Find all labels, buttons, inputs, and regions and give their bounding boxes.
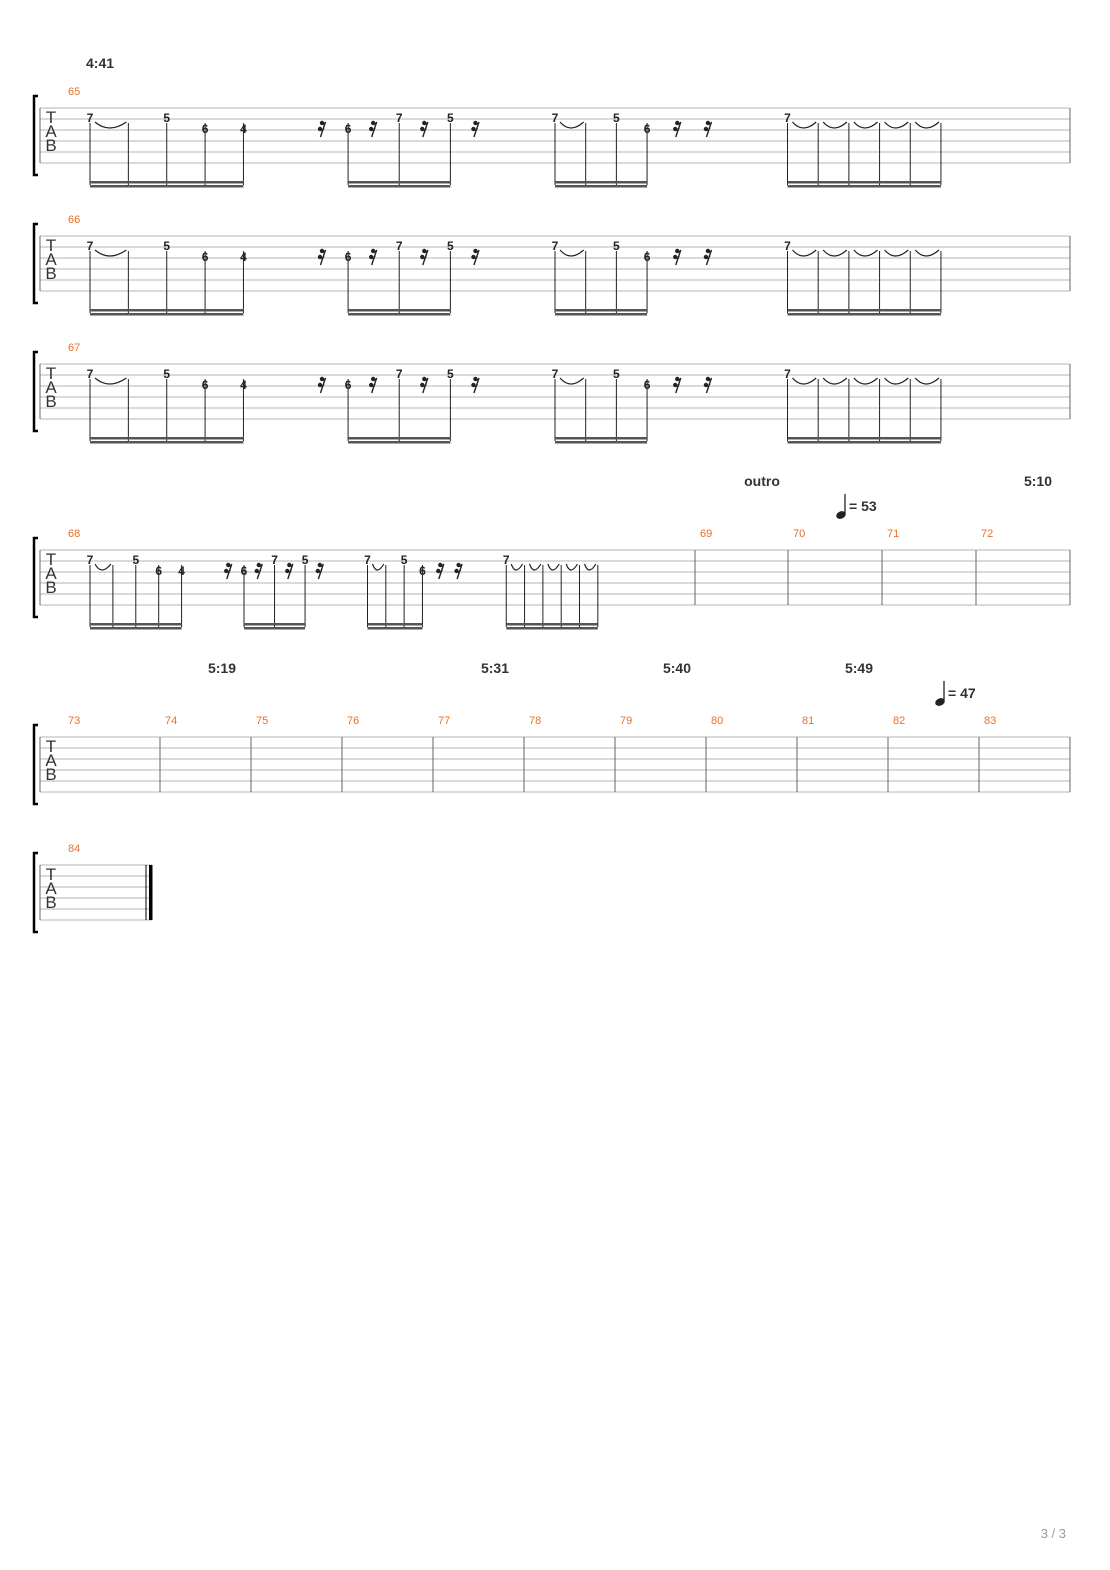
fret-number: 6 [643,250,651,264]
tab-clef-letter: T [45,364,57,383]
tie-arc [530,564,541,570]
measure-number: 79 [620,715,633,727]
measure-number: 72 [981,528,994,540]
measure-number: 71 [887,528,900,540]
measure-number: 84 [68,843,81,855]
system-bracket [34,96,38,175]
section-label: outro [744,473,780,489]
tie-arc [95,378,126,384]
fret-number: 7 [395,239,403,253]
fret-number: 5 [613,111,620,125]
fret-number: 7 [784,367,791,381]
svg-text:= 47: = 47 [948,685,976,701]
tab-clef-letter: B [45,264,57,283]
tab-clef-letter: A [45,751,57,770]
staff-system [34,342,1070,444]
beam [348,185,450,188]
beam [555,313,647,316]
tab-clef-letter: B [45,136,57,155]
fret-number: 7 [551,367,559,381]
fret-number: 6 [419,564,426,578]
fret-number: 6 [344,378,352,392]
tie-arc [560,250,584,256]
beam [90,441,243,444]
system-bracket [34,538,38,617]
beam [90,181,243,184]
time-marker: 5:19 [207,660,237,676]
measure-number: 80 [711,715,724,727]
beam [348,441,450,444]
tab-clef-letter: T [45,737,57,756]
fret-number: 5 [447,367,454,381]
beam [788,181,941,184]
beam [90,313,243,316]
fret-number: 5 [447,111,454,125]
fret-number: 7 [364,553,371,567]
measure-number: 68 [68,528,81,540]
tie-arc [585,564,596,570]
time-marker: 5:49 [844,660,874,676]
measure-number: 78 [529,715,542,727]
tab-clef-letter: A [45,879,57,898]
fret-number: 7 [784,111,791,125]
tab-clef-letter: A [45,378,57,397]
fret-number: 5 [163,239,171,253]
tie-arc [885,122,909,128]
fret-number: 7 [86,239,94,253]
measure-number: 73 [68,715,81,727]
beam [555,181,647,184]
fret-number: 5 [613,367,620,381]
tie-arc [793,378,817,384]
tie-arc [854,250,878,256]
fret-number: 7 [784,239,791,253]
tie-arc [915,250,939,256]
tab-clef-letter: A [45,564,57,583]
measure-number: 76 [347,715,360,727]
beam [90,623,182,626]
svg-text:= 53: = 53 [849,498,877,514]
measure-number: 81 [802,715,815,727]
fret-number: 5 [132,553,140,567]
beam [244,623,305,626]
tie-arc [823,250,847,256]
beam [506,623,598,626]
tie-arc [915,378,939,384]
page-number: 3 / 3 [1040,1526,1066,1541]
beam [90,185,243,188]
fret-number: 4 [240,250,247,264]
tie-arc [793,122,817,128]
fret-number: 6 [344,250,352,264]
fret-number: 7 [395,367,403,381]
time-marker: 5:31 [480,660,510,676]
beam [348,437,450,440]
tie-arc [823,122,847,128]
tie-arc [95,564,111,570]
fret-number: 6 [643,378,651,392]
tie-arc [885,250,909,256]
tab-clef-letter: T [45,865,57,884]
tie-arc [373,564,384,570]
tie-arc [793,250,817,256]
beam [348,181,450,184]
tab-clef-letter: B [45,765,57,784]
fret-number: 6 [643,122,651,136]
staff-system [34,843,153,932]
fret-number: 6 [201,250,209,264]
fret-number: 7 [271,553,278,567]
fret-number: 4 [240,378,247,392]
fret-number: 7 [551,111,559,125]
tab-clef-letter: T [45,236,57,255]
measure-number: 66 [68,214,81,226]
tie-arc [95,250,126,256]
tie-arc [915,122,939,128]
staff-system [34,55,1070,188]
beam [555,185,647,188]
tab-clef-letter: T [45,550,57,569]
measure-number: 75 [256,715,269,727]
tab-clef-letter: B [45,578,57,597]
fret-number: 7 [86,553,94,567]
measure-number: 69 [700,528,713,540]
beam [244,627,305,630]
fret-number: 6 [201,122,209,136]
beam [348,309,450,312]
beam [788,185,941,188]
beam [90,437,243,440]
measure-number: 65 [68,86,81,98]
tie-arc [560,122,584,128]
beam [555,437,647,440]
beam [506,627,598,630]
tie-arc [95,122,126,128]
fret-number: 5 [163,367,171,381]
tie-arc [823,378,847,384]
time-marker: 5:10 [1023,473,1053,489]
measure-number: 70 [793,528,806,540]
tie-arc [885,378,909,384]
fret-number: 7 [86,367,94,381]
beam [788,441,941,444]
fret-number: 6 [240,564,248,578]
final-barline [149,865,153,920]
measure-number: 67 [68,342,81,354]
tie-arc [854,378,878,384]
fret-number: 5 [613,239,620,253]
fret-number: 7 [502,553,510,567]
tie-arc [566,564,577,570]
tie-arc [548,564,559,570]
fret-number: 4 [240,122,247,136]
tie-arc [511,564,522,570]
time-marker: 5:40 [662,660,692,676]
system-bracket [34,224,38,303]
time-marker: 4:41 [86,55,115,71]
fret-number: 4 [178,564,185,578]
system-bracket [34,853,38,932]
measure-number: 82 [893,715,906,727]
staff-system [34,214,1070,316]
tab-clef-letter: B [45,893,57,912]
beam [90,627,182,630]
beam [368,623,423,626]
fret-number: 5 [163,111,171,125]
staff-system [34,473,1070,630]
system-bracket [34,352,38,431]
fret-number: 5 [447,239,454,253]
measure-number: 74 [165,715,178,727]
fret-number: 5 [301,553,309,567]
fret-number: 6 [344,122,352,136]
fret-number: 7 [86,111,94,125]
tab-clef-letter: A [45,122,57,141]
fret-number: 7 [395,111,403,125]
beam [348,313,450,316]
tab-clef-letter: A [45,250,57,269]
measure-number: 83 [984,715,997,727]
staff-system [34,660,1070,804]
beam [555,309,647,312]
system-bracket [34,725,38,804]
beam [555,441,647,444]
beam [368,627,423,630]
fret-number: 7 [551,239,559,253]
tab-clef-letter: B [45,392,57,411]
tie-arc [560,378,584,384]
fret-number: 6 [201,378,209,392]
beam [788,437,941,440]
measure-number: 77 [438,715,451,727]
fret-number: 5 [400,553,408,567]
beam [788,313,941,316]
beam [90,309,243,312]
beam [788,309,941,312]
fret-number: 6 [155,564,163,578]
tab-clef-letter: T [45,108,57,127]
tie-arc [854,122,878,128]
